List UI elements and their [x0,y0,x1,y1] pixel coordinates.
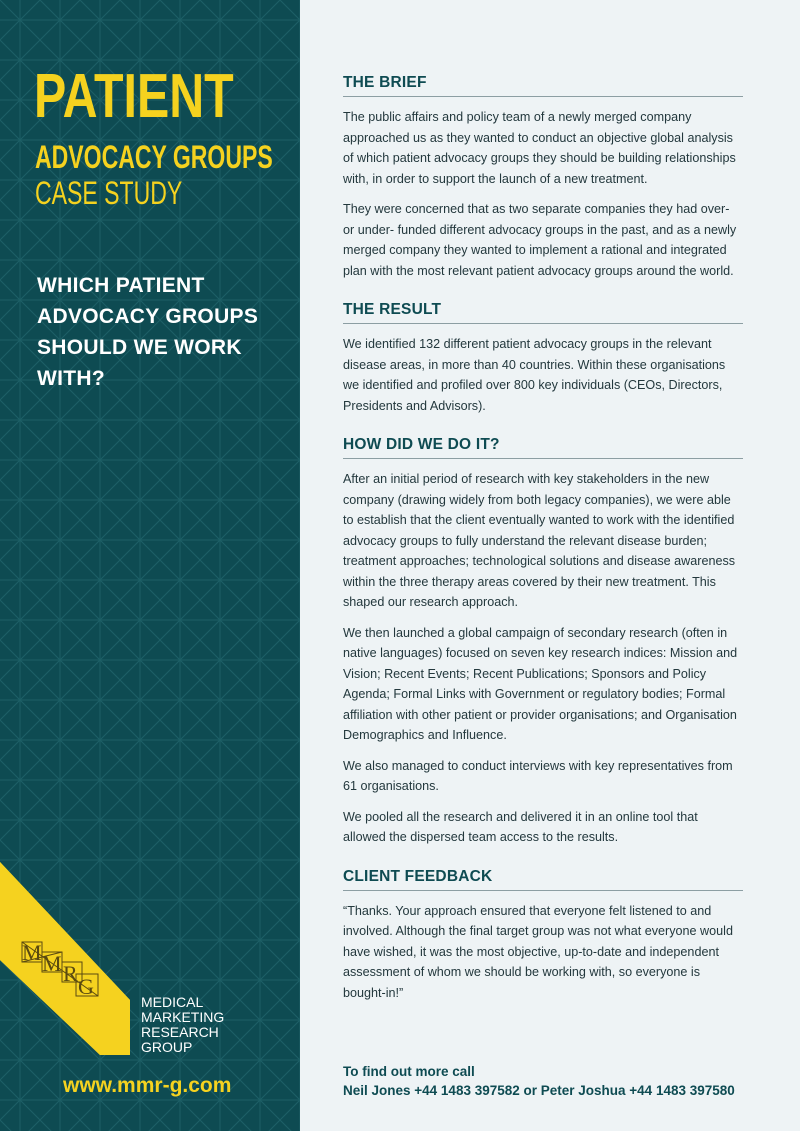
paragraph: After an initial period of research with key stakeholders in the new company (drawing widely from both legacy companies), we were able to establish that the client eventually wanted to work with the identified advocacy groups to fully understand the relevant disease burden; treatment approaches; technological solutions and disease awareness within the three therapy areas covered by their new treatment. This shaped our research approach. [343,472,736,609]
contact-phones: Neil Jones +44 1483 397582 or Peter Joshua +44 1483 397580 [343,1083,735,1098]
testimonial-quote: “Thanks. Your approach ensured that everyone felt listened to and involved. Although the final target group was not what everyone would have wished, it was the most objective, up-to-date and independent assessment of whom we should be working with, so everyone is bought-in!” [343,903,733,1000]
section-heading: HOW DID WE DO IT? [343,436,743,459]
company-name-line: RESEARCH [141,1024,219,1040]
svg-text:R: R [63,961,78,986]
company-name-line: GROUP [141,1039,193,1055]
svg-text:M: M [22,940,42,965]
paragraph: The public affairs and policy team of a newly merged company approached us as they wanted to conduct an objective global analysis of which patient advocacy groups they should be building relationships with, in order to support the launch of a new treatment. [343,110,736,186]
paragraph: We also managed to conduct interviews with key representatives from 61 organisations. [343,758,733,793]
paragraph: We then launched a global campaign of secondary research (often in native languages) focused on seven key research indices: Mission and Vision; Recent Events; Recent Publications; Sponsors and Policy Agenda; Formal Links with Government or regulatory bodies; Formal affiliation with other patient or provider organisations; and Organisation Demographics and Influence. [343,625,738,742]
paragraph: We identified 132 different patient advocacy groups in the relevant disease areas, in more than 40 countries. Within these organisations we identified and profiled over 800 key individuals (CEOs, Directors, Presidents and Advisors). [343,337,726,413]
section-brief [343,74,743,281]
section-result [343,301,743,416]
question-heading: WHICH PATIENT ADVOCACY GROUPS SHOULD WE WORK WITH? [37,274,259,390]
company-name-line: MARKETING [141,1009,225,1025]
paragraph: We pooled all the research and delivered it in an online tool that allowed the dispersed team access to the results. [343,809,698,844]
website-link[interactable]: www.mmr-g.com [63,1074,232,1097]
title-main: PATIENT [34,62,234,131]
mmrg-logo-icon [20,940,105,1002]
svg-text:M: M [42,951,62,976]
sidebar [0,0,300,1131]
company-name [141,995,224,1055]
title-sub: ADVOCACY GROUPS [35,139,273,175]
main-content [343,74,743,1023]
contact-intro: To find out more call [343,1064,475,1079]
contact-info [343,1062,735,1100]
section-heading: THE BRIEF [343,74,743,97]
paragraph: They were concerned that as two separate companies they had over- or under- funded different advocacy groups in the past, and as a newly merged company they wanted to implement a rational and integrated plan with the most relevant patient advocacy groups around the world. [343,202,737,278]
section-heading: THE RESULT [343,301,743,324]
title-case-study: CASE STUDY [35,175,183,211]
section-feedback [343,868,743,1004]
section-heading: CLIENT FEEDBACK [343,868,743,891]
section-how [343,436,743,848]
company-name-line: MEDICAL [141,994,204,1010]
svg-text:G: G [78,974,94,999]
